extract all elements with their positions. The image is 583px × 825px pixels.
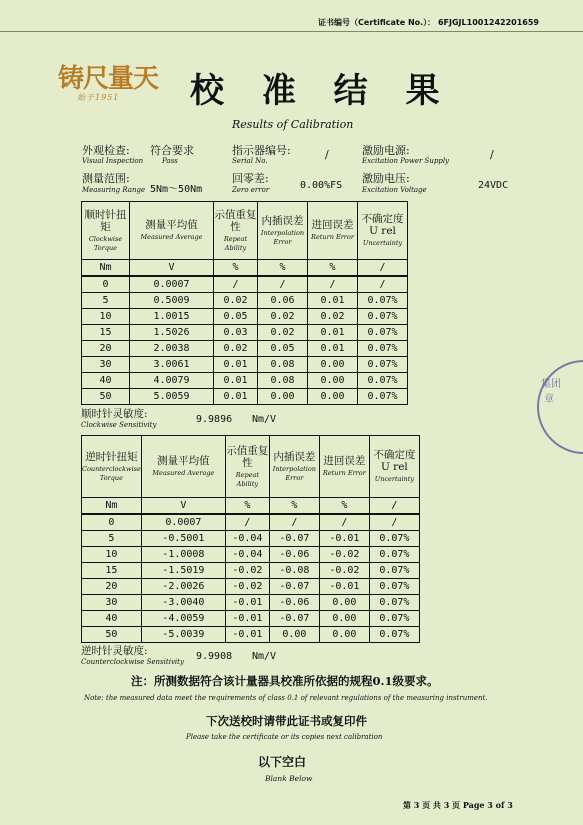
table-cell: -0.5001 (141, 531, 225, 547)
table-cell: -0.01 (319, 579, 369, 595)
header-cell: 顺时针扭矩 Clockwise Torque (82, 202, 130, 260)
cw-sensitivity-label: 顺时针灵敏度: (81, 408, 148, 420)
table-row (82, 611, 420, 627)
table-cell: 0.07% (369, 627, 419, 643)
page-title: 校 准 结 果 (190, 71, 453, 111)
table-cell: 3.0061 (130, 357, 214, 373)
power-en: Excitation Power Supply (362, 157, 450, 165)
table-cell: / (369, 514, 419, 531)
serial-en: Serial No. (232, 157, 268, 165)
table-cell: 0.00 (258, 389, 308, 405)
note-text-en: Note: the measured data meet the requirements of class 0.1 of relevant regulations of the measuring instrument. (84, 694, 488, 702)
table-cell: 0.07% (369, 595, 419, 611)
table-row (82, 373, 408, 389)
counterclockwise-table (81, 435, 420, 643)
table-cell: 0.01 (214, 389, 258, 405)
table-cell: 30 (82, 357, 130, 373)
table-cell: -0.02 (225, 579, 269, 595)
table-cell: 0.07% (358, 325, 408, 341)
table-cell: -1.0008 (141, 547, 225, 563)
ccw-sensitivity-unit: Nm/V (252, 651, 277, 662)
header-cell: 测量平均值 Measured Average (141, 436, 225, 498)
table-row (82, 309, 408, 325)
table-row (82, 341, 408, 357)
logo-since: 始于1951 (77, 93, 120, 102)
table-cell: -0.07 (269, 611, 319, 627)
table-cell: 0.07% (358, 309, 408, 325)
table-cell: 2.0038 (130, 341, 214, 357)
visual-inspection-value: 符合要求 (150, 144, 194, 157)
table-cell: 0.0007 (141, 514, 225, 531)
header-cell: 逆时针扭矩 Counterclockwise Torque (82, 436, 142, 498)
blank-below: 以下空白 (258, 755, 307, 769)
table-cell: -0.06 (269, 595, 319, 611)
header-cell: 不确定度U rel Uncertainty (358, 202, 408, 260)
header-cell: 内插误差 Interpolation Error (269, 436, 319, 498)
official-seal-text: 集团 章 (541, 379, 561, 405)
table-cell: -0.01 (225, 611, 269, 627)
table-cell: 0.07% (369, 547, 419, 563)
voltage-en: Excitation Voltage (362, 186, 427, 194)
table-cell: 0.02 (258, 325, 308, 341)
table-cell: -2.0026 (141, 579, 225, 595)
table-row (82, 531, 420, 547)
table-cell: 30 (82, 595, 142, 611)
table-cell: 0 (82, 514, 142, 531)
table-cell: 0.00 (308, 357, 358, 373)
table-cell: 0.05 (258, 341, 308, 357)
table-cell: 0.01 (308, 341, 358, 357)
clockwise-table (81, 201, 408, 405)
ccw-sensitivity-en: Counterclockwise Sensitivity (81, 658, 184, 666)
cw-sensitivity-value: 9.9896 (196, 414, 233, 425)
range-value: 5Nm～50Nm (150, 184, 203, 195)
ccw-sensitivity-label: 逆时针灵敏度: (81, 645, 148, 657)
visual-inspection-en: Visual Inspection (82, 157, 144, 165)
visual-inspection-value-en: Pass (162, 157, 178, 165)
table-cell: 0.00 (308, 373, 358, 389)
header-cell: 测量平均值 Measured Average (130, 202, 214, 260)
table-cell: -0.04 (225, 547, 269, 563)
table-cell: 0.07% (358, 341, 408, 357)
unit-row: Nm V % % % / (82, 498, 420, 515)
company-logo: 铸尺量天 (58, 64, 159, 94)
table-cell: 0.01 (308, 325, 358, 341)
header-cell: 示值重复性 Repeat Ability (225, 436, 269, 498)
table-row (82, 276, 408, 293)
table-cell: 0.07% (369, 611, 419, 627)
table-cell: -0.02 (225, 563, 269, 579)
zero-label: 回零差: (232, 172, 269, 185)
table-cell: / (225, 514, 269, 531)
table-cell: -0.01 (225, 627, 269, 643)
table-cell: 4.0079 (130, 373, 214, 389)
table-cell: 0.02 (214, 293, 258, 309)
table-cell: -0.06 (269, 547, 319, 563)
table-cell: 0.07% (358, 293, 408, 309)
table-cell: -0.07 (269, 531, 319, 547)
table-cell: -0.04 (225, 531, 269, 547)
table-cell: 0.07% (369, 563, 419, 579)
table-cell: -4.0059 (141, 611, 225, 627)
table-cell: -0.01 (319, 531, 369, 547)
table-cell: 0.5009 (130, 293, 214, 309)
table-row (82, 627, 420, 643)
table-cell: 0.00 (269, 627, 319, 643)
header-cell: 不确定度U rel Uncertainty (369, 436, 419, 498)
table-cell: 10 (82, 547, 142, 563)
table-cell: / (358, 276, 408, 293)
table-cell: -0.02 (319, 563, 369, 579)
table-row (82, 293, 408, 309)
zero-value: 0.00%FS (300, 180, 343, 191)
serial-value: / (325, 148, 329, 161)
header-cell: 内插误差 Interpolation Error (258, 202, 308, 260)
table-cell: 0.07% (358, 373, 408, 389)
table-cell: 15 (82, 563, 142, 579)
header-cell: 进回误差 Return Error (308, 202, 358, 260)
ccw-sensitivity-value: 9.9908 (196, 651, 233, 662)
cw-sensitivity-unit: Nm/V (252, 414, 277, 425)
header-rule (0, 31, 583, 32)
table-cell: -0.02 (319, 547, 369, 563)
table-cell: 0.07% (358, 357, 408, 373)
table-cell: 0.00 (319, 611, 369, 627)
table-cell: 0.02 (214, 341, 258, 357)
table-cell: / (258, 276, 308, 293)
table-row (82, 389, 408, 405)
table-cell: 5.0059 (130, 389, 214, 405)
table-cell: 0.07% (369, 531, 419, 547)
table-cell: -5.0039 (141, 627, 225, 643)
zero-en: Zero error (232, 186, 270, 194)
page-number: 第 3 页 共 3 页 Page 3 of 3 (403, 800, 513, 810)
table-cell: 50 (82, 389, 130, 405)
table-cell: 0.0007 (130, 276, 214, 293)
table-cell: -0.08 (269, 563, 319, 579)
certificate-number: 证书编号（Certificate No.）： 6FJGJL1001242201659 (318, 18, 539, 27)
table-cell: -0.01 (225, 595, 269, 611)
table-cell: 0.01 (308, 293, 358, 309)
voltage-label: 激励电压: (362, 172, 410, 185)
table-row (82, 595, 420, 611)
table-cell: 1.0015 (130, 309, 214, 325)
table-cell: / (319, 514, 369, 531)
note-text: 注：所测数据符合该计量器具校准所依据的规程0.1级要求。 (131, 674, 439, 688)
table-cell: / (308, 276, 358, 293)
table-cell: 0 (82, 276, 130, 293)
header-cell: 进回误差 Return Error (319, 436, 369, 498)
next-calibration-text-en: Please take the certificate or its copies next calibration (186, 733, 383, 741)
range-label: 测量范围: (82, 172, 130, 185)
table-cell: 0.03 (214, 325, 258, 341)
table-cell: 20 (82, 341, 130, 357)
table-cell: 0.08 (258, 357, 308, 373)
table-cell: 40 (82, 373, 130, 389)
blank-below-en: Blank Below (265, 774, 313, 783)
table-row (82, 514, 420, 531)
table-row (82, 547, 420, 563)
unit-row: Nm V % % % / (82, 260, 408, 277)
table-cell: 0.07% (358, 389, 408, 405)
table-row (82, 357, 408, 373)
serial-label: 指示器编号: (232, 144, 291, 157)
power-value: / (490, 148, 494, 161)
table-cell: 15 (82, 325, 130, 341)
table-cell: 0.02 (258, 309, 308, 325)
table-cell: 40 (82, 611, 142, 627)
table-cell: 0.01 (214, 373, 258, 389)
table-row (82, 579, 420, 595)
table-cell: -1.5019 (141, 563, 225, 579)
table-cell: 0.08 (258, 373, 308, 389)
table-cell: 0.05 (214, 309, 258, 325)
table-cell: 0.00 (319, 595, 369, 611)
table-cell: 5 (82, 531, 142, 547)
table-cell: 10 (82, 309, 130, 325)
table-cell: 20 (82, 579, 142, 595)
visual-inspection-label: 外观检查: (82, 144, 130, 157)
page-subtitle: Results of Calibration (232, 118, 354, 131)
table-cell: / (214, 276, 258, 293)
table-cell: 1.5026 (130, 325, 214, 341)
table-cell: 50 (82, 627, 142, 643)
header-cell: 示值重复性 Repeat Ability (214, 202, 258, 260)
table-cell: 5 (82, 293, 130, 309)
table-row (82, 325, 408, 341)
table-cell: -0.07 (269, 579, 319, 595)
voltage-value: 24VDC (478, 180, 509, 191)
cw-sensitivity-en: Clockwise Sensitivity (81, 421, 157, 429)
power-label: 激励电源: (362, 144, 410, 157)
next-calibration-text: 下次送校时请带此证书或复印件 (206, 714, 367, 728)
table-cell: 0.06 (258, 293, 308, 309)
table-cell: 0.00 (319, 627, 369, 643)
table-cell: 0.07% (369, 579, 419, 595)
table-cell: / (269, 514, 319, 531)
table-row (82, 563, 420, 579)
table-cell: 0.00 (308, 389, 358, 405)
range-en: Measuring Range (82, 186, 146, 194)
table-cell: 0.01 (214, 357, 258, 373)
table-cell: 0.02 (308, 309, 358, 325)
table-cell: -3.0040 (141, 595, 225, 611)
